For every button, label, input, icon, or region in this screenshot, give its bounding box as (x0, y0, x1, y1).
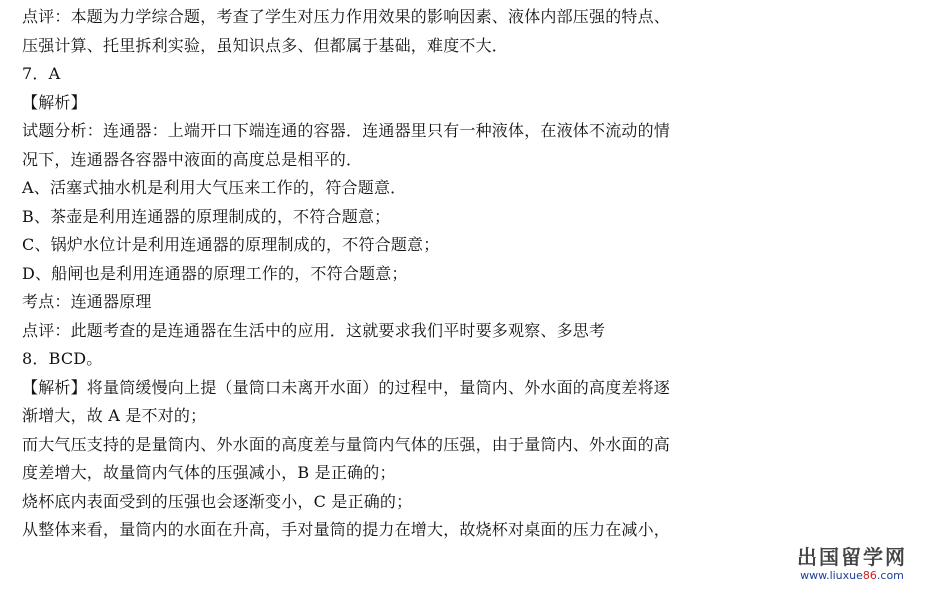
option-line: D、船闸也是利用连通器的原理工作的，不符合题意； (22, 263, 408, 283)
answer-number: 8．BCD。 (22, 349, 103, 368)
watermark-url (790, 569, 914, 583)
answer-number: 7．A (22, 64, 61, 83)
text-line: 考点：连通器原理 (22, 292, 152, 311)
text-line: 点评：此题考查的是连通器在生活中的应用．这就要求我们平时要多观察、多思考 (22, 320, 606, 340)
option-line: C、锅炉水位计是利用连通器的原理制成的，不符合题意； (22, 235, 440, 254)
text-line: 点评：本题为力学综合题，考查了学生对压力作用效果的影响因素、液体内部压强的特点、 (22, 7, 671, 26)
text-line: 从整体来看，量筒内的水面在升高，手对量筒的提力在增大，故烧杯对桌面的压力在减小， (22, 520, 671, 539)
text-line: 试题分析：连通器：上端开口下端连通的容器．连通器里只有一种液体，在液体不流动的情 (22, 121, 671, 140)
watermark-title: 出国留学网 (797, 545, 907, 569)
text-line: 压强计算、托里拆利实验，虽知识点多、但都属于基础，难度不大． (22, 35, 509, 55)
watermark-url-suffix: .com (876, 569, 904, 582)
text-line: 渐增大，故 A 是不对的； (22, 406, 207, 425)
watermark-url-prefix: www.liuxue (800, 569, 863, 582)
watermark-url-accent: 86 (862, 569, 877, 582)
site-watermark (790, 545, 914, 583)
option-line: A、活塞式抽水机是利用大气压来工作的，符合题意． (22, 178, 407, 197)
text-line: 【解析】将量筒缓慢向上提（量筒口未离开水面）的过程中，量筒内、外水面的高度差将逐 (22, 377, 671, 397)
analysis-heading: 【解析】 (22, 92, 87, 112)
option-line: B、茶壶是利用连通器的原理制成的，不符合题意； (22, 206, 391, 226)
text-line: 烧杯底内表面受到的压强也会逐渐变小，C 是正确的； (22, 491, 413, 511)
text-line: 况下，连通器各容器中液面的高度总是相平的． (22, 149, 363, 169)
text-line: 度差增大，故量筒内气体的压强减小，B 是正确的； (22, 463, 396, 482)
text-line: 而大气压支持的是量筒内、外水面的高度差与量筒内气体的压强，由于量筒内、外水面的高 (22, 434, 671, 454)
document-body (22, 3, 882, 545)
